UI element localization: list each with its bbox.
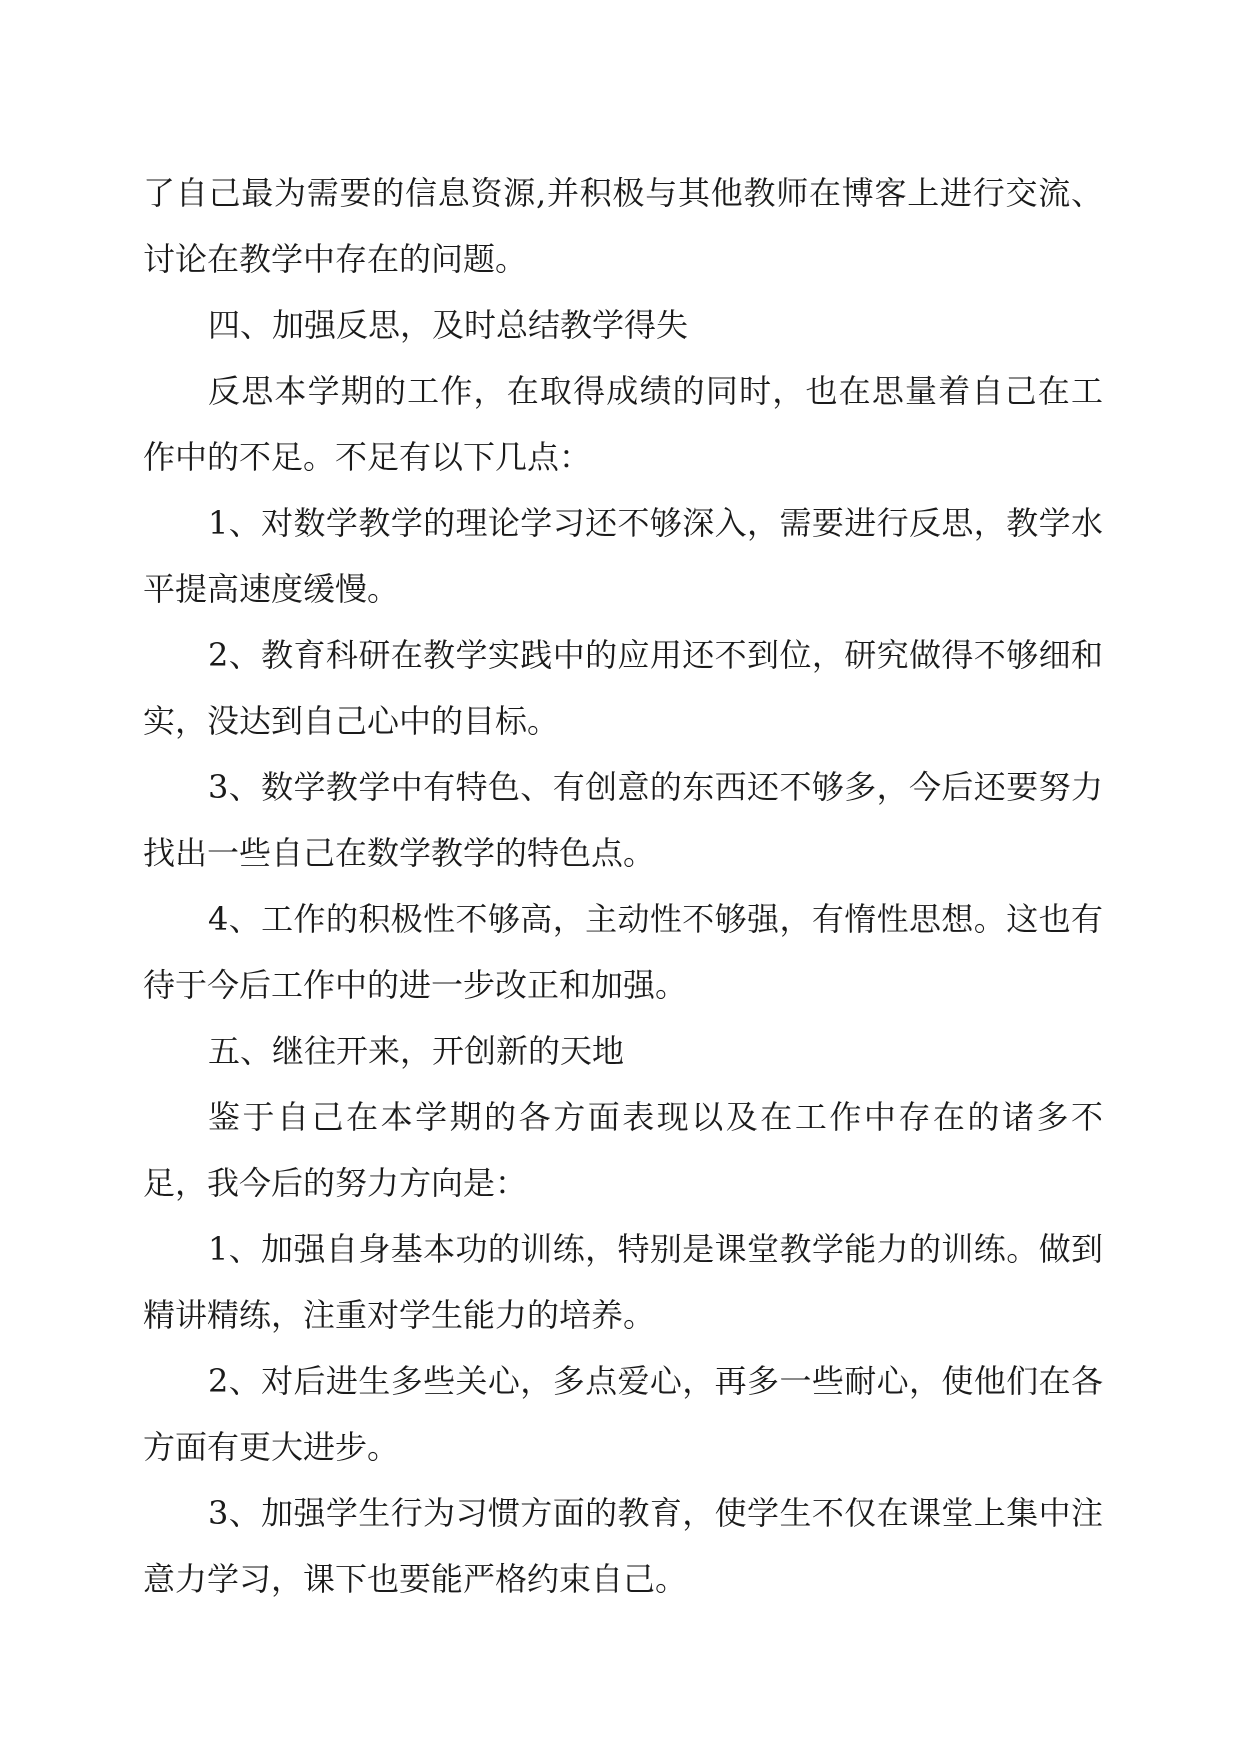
section-heading-5: 五、继往开来，开创新的天地 [208, 1032, 625, 1070]
paragraph-continuation: 了自己最为需要的信息资源,并积极与其他教师在博客上进行交流、讨论在教学中存在的问题。 [143, 174, 1103, 278]
list-item-direction-2: 2、对后进生多些关心，多点爱心，再多一些耐心，使他们在各方面有更大进步。 [143, 1362, 1103, 1466]
document-body [143, 160, 1103, 1612]
list-item-direction-1: 1、加强自身基本功的训练，特别是课堂教学能力的训练。做到精讲精练，注重对学生能力的培养。 [143, 1230, 1103, 1334]
section-heading-4: 四、加强反思，及时总结教学得失 [208, 306, 689, 344]
paragraph-direction-intro: 鉴于自己在本学期的各方面表现以及在工作中存在的诸多不足，我今后的努力方向是： [143, 1098, 1103, 1202]
list-item-shortcoming-3: 3、数学教学中有特色、有创意的东西还不够多，今后还要努力找出一些自己在数学教学的特色点。 [143, 768, 1103, 872]
list-item-direction-3: 3、加强学生行为习惯方面的教育，使学生不仅在课堂上集中注意力学习，课下也要能严格约束自己。 [143, 1494, 1103, 1598]
list-item-shortcoming-2: 2、教育科研在教学实践中的应用还不到位，研究做得不够细和实，没达到自己心中的目标。 [143, 636, 1103, 740]
list-item-shortcoming-4: 4、工作的积极性不够高，主动性不够强，有惰性思想。这也有待于今后工作中的进一步改正和加强。 [143, 900, 1103, 1004]
paragraph-reflection: 反思本学期的工作，在取得成绩的同时，也在思量着自己在工作中的不足。不足有以下几点： [143, 372, 1103, 476]
list-item-shortcoming-1: 1、对数学教学的理论学习还不够深入，需要进行反思，教学水平提高速度缓慢。 [143, 504, 1103, 608]
